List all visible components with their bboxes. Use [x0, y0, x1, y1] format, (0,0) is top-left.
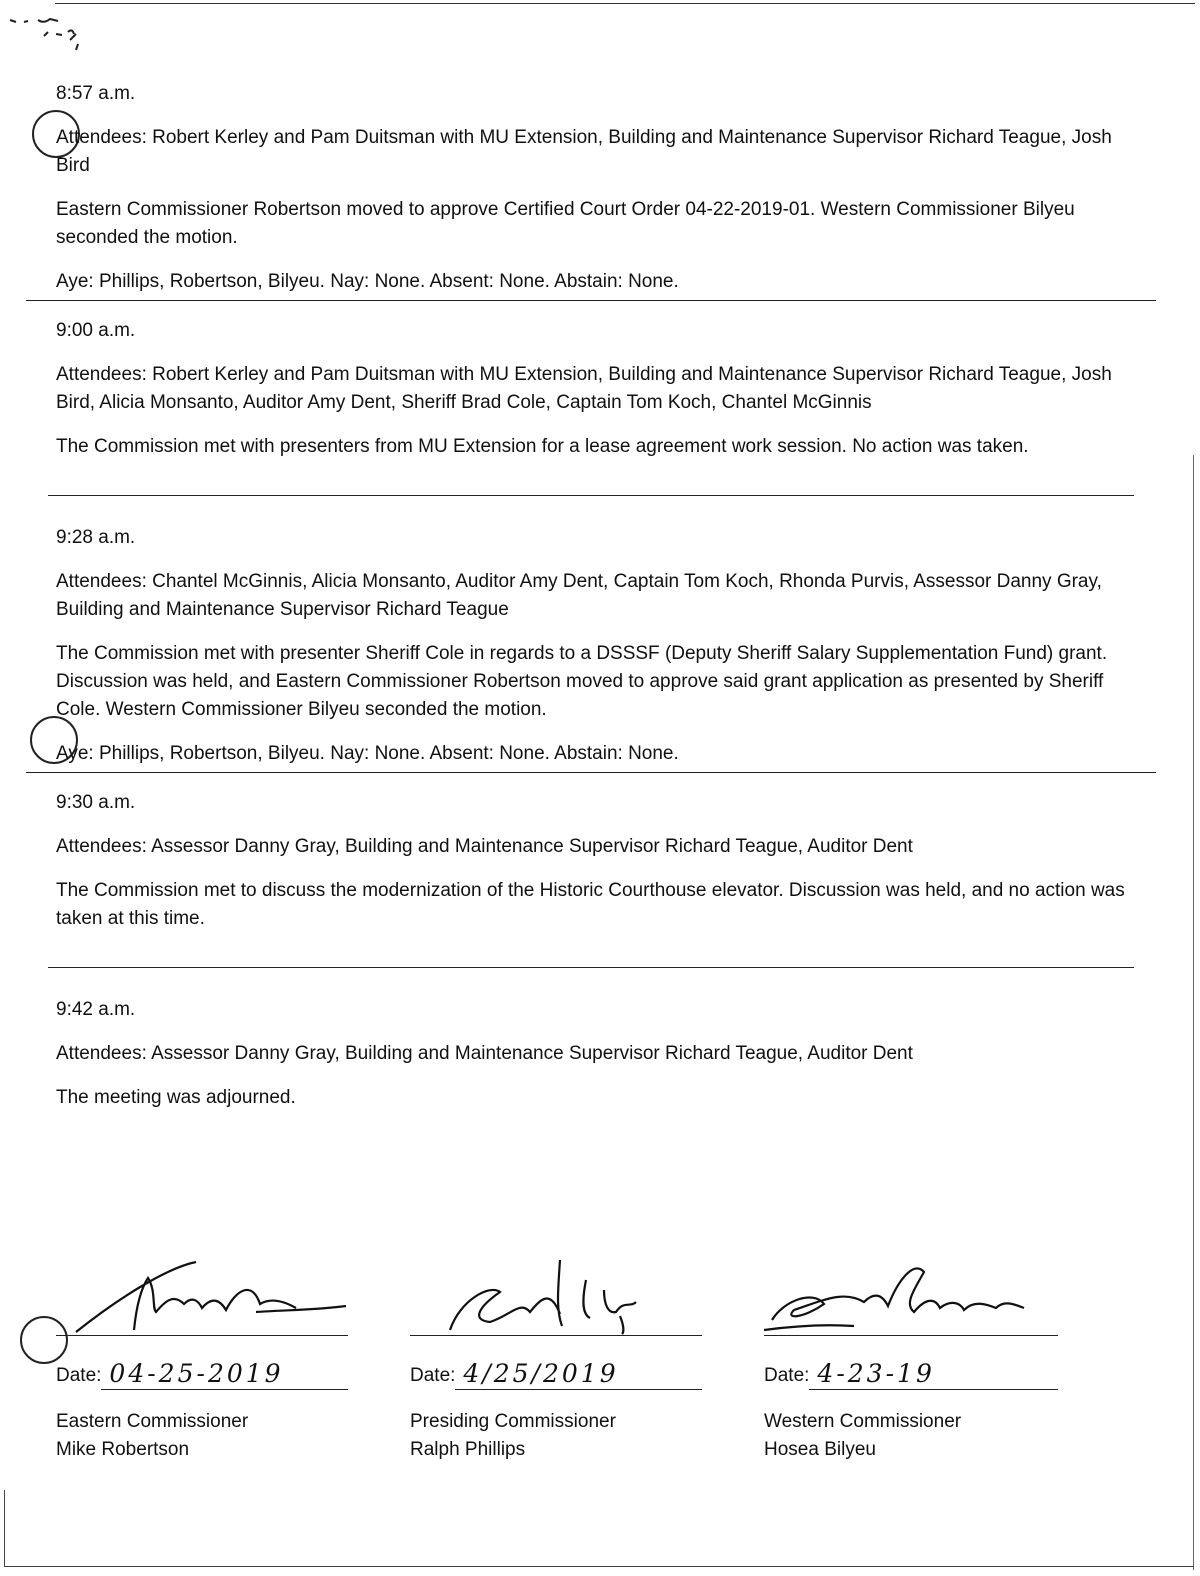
motion-text: The Commission met with presenter Sheriff Cole in regards to a DSSSF (Deputy Sheriff Salary Supplementation Fund) grant. Discussion was held, and Eastern Commissioner Robertson moved to approve said grant application as presented by Sheriff Cole. Western Commissioner Bilyeu seconded the motion.: [56, 643, 1108, 720]
section-divider: [26, 300, 1156, 301]
attendees-text: Attendees: Robert Kerley and Pam Duitsman with MU Extension, Building and Maintenance Supervisor Richard Teague, Josh Bird: [56, 127, 1112, 176]
handwritten-date: 04-25-2019: [101, 1359, 348, 1390]
section-divider: [48, 967, 1134, 968]
page-border-bottom: [4, 1566, 1194, 1567]
handwritten-date: 4-23-19: [809, 1359, 1058, 1390]
handwritten-signature: [56, 1260, 348, 1335]
signer-title: Eastern Commissioner: [56, 1411, 249, 1432]
section-time: 9:30 a.m.: [56, 792, 136, 813]
discussion-text: The Commission met with presenters from MU Extension for a lease agreement work session. No action was taken.: [56, 436, 1029, 457]
signer-name: Mike Robertson: [56, 1439, 190, 1460]
date-row: [410, 1358, 702, 1390]
section-time: 9:28 a.m.: [56, 527, 136, 548]
section-time: 9:00 a.m.: [56, 320, 136, 341]
scan-artifact-marks: [8, 14, 128, 64]
signature-block-presiding: [410, 1260, 702, 1464]
date-label: Date:: [410, 1365, 456, 1386]
adjournment-text: The meeting was adjourned.: [56, 1087, 296, 1108]
attendees-text: Attendees: Assessor Danny Gray, Building and Maintenance Supervisor Richard Teague, Auditor Dent: [56, 836, 913, 857]
handwritten-signature: [410, 1260, 702, 1335]
handwritten-signature: [764, 1260, 1058, 1335]
minutes-section: [56, 789, 1126, 968]
signature-line: [410, 1335, 702, 1336]
section-time: 8:57 a.m.: [56, 83, 136, 104]
minutes-section: [56, 996, 1126, 1112]
signature-block-eastern: [56, 1260, 348, 1464]
date-row: [764, 1358, 1058, 1390]
signer-title: Western Commissioner: [764, 1411, 962, 1432]
attendees-text: Attendees: Robert Kerley and Pam Duitsman with MU Extension, Building and Maintenance Supervisor Richard Teague, Josh Bird, Alicia Monsanto, Auditor Amy Dent, Sheriff Brad Cole, Captain Tom Koch, Chantel McGinnis: [56, 364, 1112, 413]
minutes-section: [56, 524, 1126, 773]
signer-title: Presiding Commissioner: [410, 1411, 616, 1432]
vote-record: Aye: Phillips, Robertson, Bilyeu. Nay: None. Absent: None. Abstain: None.: [56, 271, 679, 292]
motion-text: Eastern Commissioner Robertson moved to approve Certified Court Order 04-22-2019-01. Western Commissioner Bilyeu seconded the motion.: [56, 199, 1075, 248]
signer-name: Ralph Phillips: [410, 1439, 526, 1460]
attendees-text: Attendees: Chantel McGinnis, Alicia Monsanto, Auditor Amy Dent, Captain Tom Koch, Rhonda Purvis, Assessor Danny Gray, Building and Maintenance Supervisor Richard Teague: [56, 571, 1102, 620]
minutes-section: [56, 80, 1126, 301]
signer-name: Hosea Bilyeu: [764, 1439, 876, 1460]
signature-line: [764, 1335, 1058, 1336]
attendees-text: Attendees: Assessor Danny Gray, Building and Maintenance Supervisor Richard Teague, Auditor Dent: [56, 1043, 913, 1064]
page-border-left: [4, 1490, 5, 1567]
vote-record: Aye: Phillips, Robertson, Bilyeu. Nay: None. Absent: None. Abstain: None.: [56, 743, 679, 764]
handwritten-date: 4/25/2019: [455, 1359, 702, 1390]
section-time: 9:42 a.m.: [56, 999, 136, 1020]
page-border-right: [1193, 455, 1194, 1570]
page-border-top: [55, 3, 1195, 4]
date-label: Date:: [764, 1365, 810, 1386]
section-divider: [26, 772, 1156, 773]
section-divider: [48, 495, 1134, 496]
minutes-section: [56, 317, 1126, 496]
date-label: Date:: [56, 1365, 102, 1386]
signature-block-western: [764, 1260, 1058, 1464]
discussion-text: The Commission met to discuss the modernization of the Historic Courthouse elevator. Discussion was held, and no action was taken at this time.: [56, 880, 1125, 929]
date-row: [56, 1358, 348, 1390]
signature-line: [56, 1335, 348, 1336]
minutes-content: [56, 80, 1126, 1128]
